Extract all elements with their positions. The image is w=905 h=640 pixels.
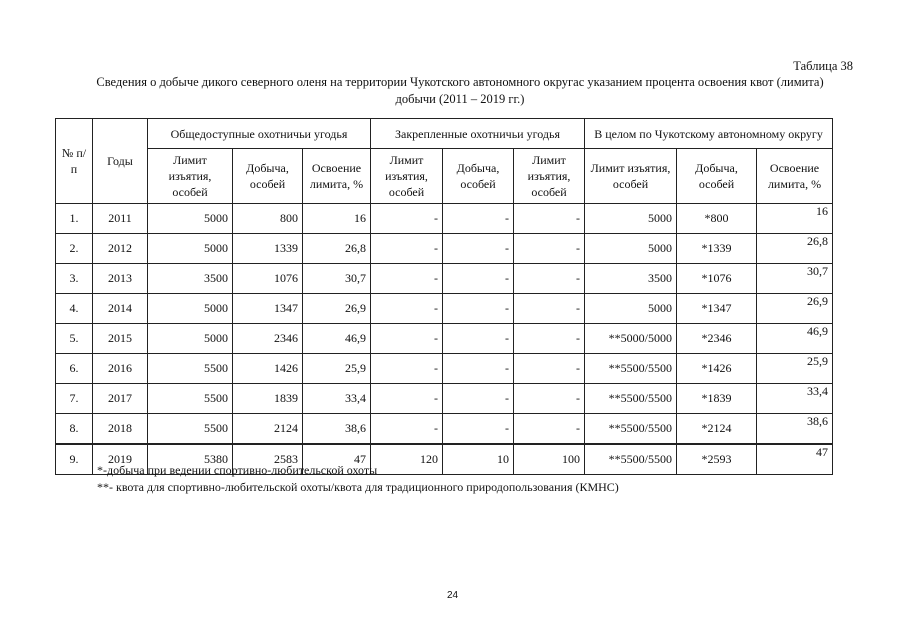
cell-total-percent: 25,9	[757, 354, 833, 384]
cell-public-limit: 5000	[148, 324, 233, 354]
table-body	[56, 204, 833, 475]
cell-assigned-limit-2: -	[514, 234, 585, 264]
cell-number: 4.	[56, 294, 93, 324]
cell-year: 2013	[93, 264, 148, 294]
cell-public-catch: 1426	[233, 354, 303, 384]
header-total-catch: Добыча, особей	[677, 149, 757, 204]
cell-assigned-limit-2: -	[514, 264, 585, 294]
cell-assigned-limit: -	[371, 324, 443, 354]
cell-public-limit: 5500	[148, 384, 233, 414]
cell-total-limit: **5500/5500	[585, 444, 677, 475]
cell-assigned-limit-2: 100	[514, 444, 585, 475]
header-assigned-catch: Добыча, особей	[443, 149, 514, 204]
cell-public-percent: 33,4	[303, 384, 371, 414]
footnote-single-star: *-добыча при ведении спортивно-любительской охоты	[97, 463, 378, 477]
cell-assigned-limit-2: -	[514, 204, 585, 234]
header-public-catch: Добыча, особей	[233, 149, 303, 204]
cell-total-percent: 16	[757, 204, 833, 234]
cell-total-percent: 26,9	[757, 294, 833, 324]
footnote-double-star: **- квота для спортивно-любительской охоты/квота для традиционного природопользования (КМНС)	[97, 480, 619, 494]
header-total-percent: Освоение лимита, %	[757, 149, 833, 204]
cell-assigned-catch: 10	[443, 444, 514, 475]
cell-public-percent: 30,7	[303, 264, 371, 294]
cell-year: 2011	[93, 204, 148, 234]
cell-assigned-catch: -	[443, 264, 514, 294]
cell-assigned-limit-2: -	[514, 414, 585, 445]
cell-assigned-limit: -	[371, 294, 443, 324]
cell-public-limit: 5000	[148, 204, 233, 234]
table-number: Таблица 38	[793, 59, 853, 73]
cell-total-percent: 38,6	[757, 414, 833, 445]
cell-assigned-limit: -	[371, 234, 443, 264]
cell-total-catch: *1839	[677, 384, 757, 414]
table-row	[56, 264, 833, 294]
cell-year: 2014	[93, 294, 148, 324]
cell-year: 2017	[93, 384, 148, 414]
table-row	[56, 324, 833, 354]
cell-year: 2016	[93, 354, 148, 384]
cell-number: 5.	[56, 324, 93, 354]
cell-assigned-catch: -	[443, 234, 514, 264]
cell-assigned-limit: -	[371, 384, 443, 414]
cell-public-limit: 3500	[148, 264, 233, 294]
cell-assigned-limit-2: -	[514, 294, 585, 324]
cell-number: 6.	[56, 354, 93, 384]
cell-assigned-catch: -	[443, 354, 514, 384]
cell-year: 2015	[93, 324, 148, 354]
cell-assigned-limit: -	[371, 204, 443, 234]
deer-harvest-table	[55, 118, 833, 475]
table-row	[56, 354, 833, 384]
table-title-line2: добычи (2011 – 2019 гг.)	[395, 92, 525, 106]
table-title-line1: Сведения о добыче дикого северного оленя на территории Чукотского автономного округас указанием процента освоения квот (лимита)	[96, 75, 824, 89]
cell-public-limit: 5000	[148, 234, 233, 264]
cell-total-limit: 5000	[585, 294, 677, 324]
cell-total-catch: *2346	[677, 324, 757, 354]
cell-assigned-limit: -	[371, 354, 443, 384]
cell-assigned-limit-2: -	[514, 354, 585, 384]
cell-public-catch: 2346	[233, 324, 303, 354]
cell-public-catch: 1076	[233, 264, 303, 294]
cell-assigned-limit-2: -	[514, 324, 585, 354]
cell-year: 2019	[93, 444, 148, 475]
cell-public-percent: 26,8	[303, 234, 371, 264]
header-total-limit: Лимит изъятия, особей	[585, 149, 677, 204]
cell-number: 9.	[56, 444, 93, 475]
table-row	[56, 384, 833, 414]
cell-total-catch: *1339	[677, 234, 757, 264]
header-assigned-limit: Лимит изъятия, особей	[371, 149, 443, 204]
cell-number: 8.	[56, 414, 93, 445]
header-public-limit: Лимит изъятия, особей	[148, 149, 233, 204]
cell-public-limit: 5000	[148, 294, 233, 324]
cell-year: 2018	[93, 414, 148, 445]
cell-total-limit: **5000/5000	[585, 324, 677, 354]
table-row	[56, 204, 833, 234]
cell-assigned-catch: -	[443, 204, 514, 234]
header-region-total: В целом по Чукотскому автономному округу	[585, 119, 833, 149]
cell-total-limit: **5500/5500	[585, 354, 677, 384]
header-assigned-lands: Закрепленные охотничьи угодья	[371, 119, 585, 149]
cell-total-percent: 33,4	[757, 384, 833, 414]
cell-total-percent: 26,8	[757, 234, 833, 264]
cell-public-percent: 25,9	[303, 354, 371, 384]
cell-public-limit: 5500	[148, 414, 233, 445]
cell-total-catch: *2124	[677, 414, 757, 445]
cell-number: 2.	[56, 234, 93, 264]
cell-assigned-catch: -	[443, 414, 514, 445]
cell-assigned-catch: -	[443, 384, 514, 414]
table-title	[60, 74, 860, 108]
header-years: Годы	[93, 119, 148, 204]
cell-total-limit: **5500/5500	[585, 414, 677, 445]
cell-assigned-catch: -	[443, 324, 514, 354]
cell-total-percent: 47	[757, 444, 833, 475]
cell-public-percent: 38,6	[303, 414, 371, 445]
cell-number: 7.	[56, 384, 93, 414]
cell-public-percent: 26,9	[303, 294, 371, 324]
cell-total-catch: *1347	[677, 294, 757, 324]
cell-total-limit: 5000	[585, 234, 677, 264]
cell-assigned-catch: -	[443, 294, 514, 324]
cell-total-catch: *2593	[677, 444, 757, 475]
cell-assigned-limit: 120	[371, 444, 443, 475]
cell-public-catch: 2583	[233, 444, 303, 475]
cell-total-percent: 46,9	[757, 324, 833, 354]
cell-assigned-limit: -	[371, 414, 443, 445]
cell-number: 3.	[56, 264, 93, 294]
cell-total-catch: *1426	[677, 354, 757, 384]
cell-public-catch: 1339	[233, 234, 303, 264]
header-assigned-limit-2: Лимит изъятия, особей	[514, 149, 585, 204]
cell-assigned-limit-2: -	[514, 384, 585, 414]
header-public-lands: Общедоступные охотничьи угодья	[148, 119, 371, 149]
table-row	[56, 294, 833, 324]
cell-public-percent: 47	[303, 444, 371, 475]
cell-public-catch: 1347	[233, 294, 303, 324]
cell-year: 2012	[93, 234, 148, 264]
cell-public-limit: 5380	[148, 444, 233, 475]
cell-public-percent: 46,9	[303, 324, 371, 354]
cell-assigned-limit: -	[371, 264, 443, 294]
cell-public-limit: 5500	[148, 354, 233, 384]
cell-total-limit: 3500	[585, 264, 677, 294]
cell-total-catch: *800	[677, 204, 757, 234]
footnotes	[97, 462, 619, 496]
page-number: 24	[446, 590, 459, 601]
cell-public-percent: 16	[303, 204, 371, 234]
cell-public-catch: 800	[233, 204, 303, 234]
cell-total-limit: **5500/5500	[585, 384, 677, 414]
table-row	[56, 414, 833, 445]
header-number: № п/п	[56, 119, 93, 204]
cell-total-limit: 5000	[585, 204, 677, 234]
header-public-percent: Освоение лимита, %	[303, 149, 371, 204]
cell-total-percent: 30,7	[757, 264, 833, 294]
cell-total-catch: *1076	[677, 264, 757, 294]
cell-public-catch: 2124	[233, 414, 303, 445]
cell-number: 1.	[56, 204, 93, 234]
table-row	[56, 234, 833, 264]
cell-public-catch: 1839	[233, 384, 303, 414]
